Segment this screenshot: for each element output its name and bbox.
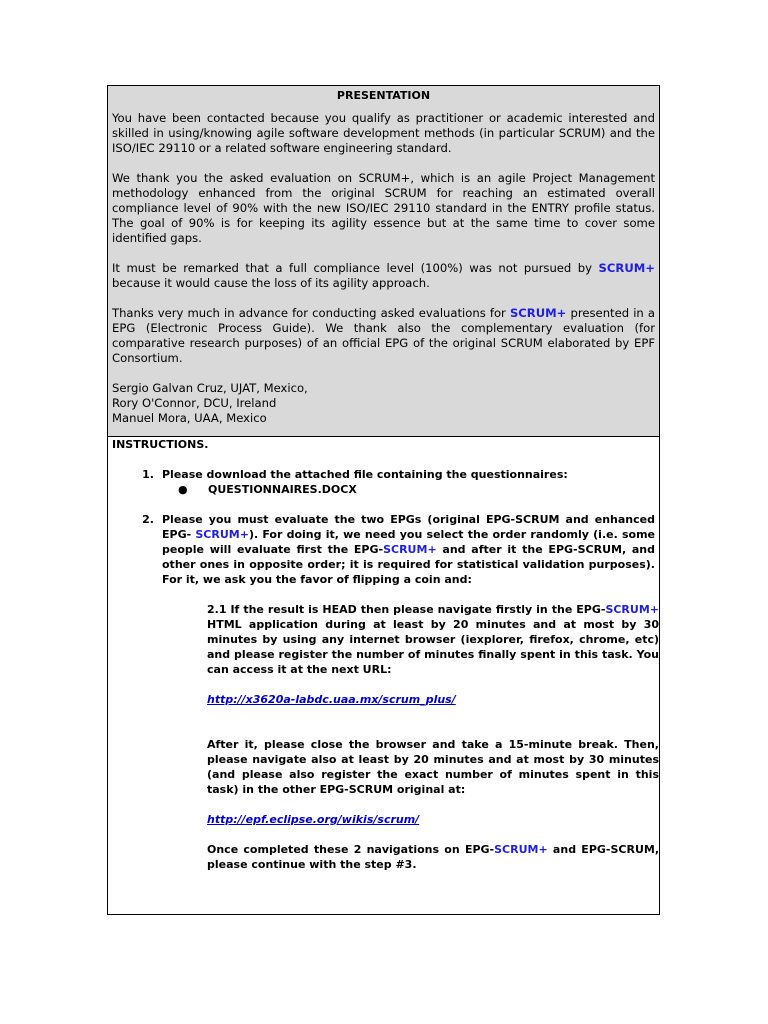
step-1-text: Please download the attached file containing the questionnaires:	[162, 468, 568, 481]
completion-text	[207, 842, 659, 872]
scrum-plus-highlight: SCRUM+	[605, 603, 659, 616]
substep-text-b: HTML application during at least by 20 minutes and at most by 30 minutes by using any internet browser (iexplorer, firefox, chrome, etc) and please register the number of minutes finally spent in this task. You can access it at the next URL:	[207, 618, 659, 676]
thanks-paragraph: We thank you the asked evaluation on SCRUM+, which is an agile Project Management methodology enhanced from the original SCRUM for reaching an estimated overall compliance level of 90% with the new ISO/IEC 29110 standard in the ENTRY profile status. The goal of 90% is for keeping its agility essence but at the same time to cover some identified gaps.	[112, 171, 655, 245]
compliance-text-b: because it would cause the loss of its agility approach.	[112, 276, 430, 290]
scrum-original-url-link[interactable]: http://epf.eclipse.org/wikis/scrum/	[207, 813, 420, 826]
step-number: 1.	[142, 468, 154, 481]
completion-text-b: and EPG-SCRUM, please continue with the step #3.	[207, 843, 660, 871]
spacer	[207, 722, 659, 737]
scrum-plus-url-link[interactable]: http://x3620a-labdc.uaa.mx/scrum_plus/	[207, 693, 456, 706]
step-2	[112, 512, 655, 587]
signature-line: Manuel Mora, UAA, Mexico	[112, 411, 267, 425]
url-paragraph	[207, 812, 659, 827]
scrum-plus-highlight: SCRUM+	[494, 843, 548, 856]
step-2-1-block	[207, 602, 659, 872]
step-2-text-b: ). For doing it, we need you select the order randomly (i.e. some people will evaluate first the EPG-	[162, 528, 655, 556]
substep-text-a: 2.1 If the result is HEAD then please navigate firstly in the EPG-	[207, 603, 606, 616]
url-paragraph	[207, 692, 659, 707]
scrum-plus-highlight: SCRUM+	[509, 306, 567, 320]
signature-line: Sergio Galvan Cruz, UJAT, Mexico,	[112, 381, 308, 395]
bullet-icon: ●	[178, 483, 188, 496]
instructions-title: INSTRUCTIONS.	[112, 438, 209, 451]
step-1	[112, 467, 655, 482]
after-break-text: After it, please close the browser and take a 15-minute break. Then, please navigate also at least by 20 minutes and at most by 30 minutes (and please also register the exact number of minutes spent in this task) in the other EPG-SCRUM original at:	[207, 738, 659, 796]
presentation-section	[108, 86, 659, 436]
step-number: 2.	[142, 513, 154, 526]
signature-block	[112, 381, 655, 426]
scrum-plus-highlight: SCRUM+	[383, 543, 437, 556]
step-2-text	[162, 512, 655, 587]
advance-text-b: presented in a EPG (Electronic Process Guide). We thank also the complementary evaluation (for comparative research purposes) of an official EPG of the original SCRUM elaborated by EPF Consortium.	[112, 306, 655, 365]
intro-paragraph: You have been contacted because you qualify as practitioner or academic interested and skilled in using/knowing agile software development methods (in particular SCRUM) and the ISO/IEC 29110 or a related software engineering standard.	[112, 111, 655, 155]
attachment-list-item	[178, 482, 655, 497]
scrum-plus-highlight: SCRUM+	[598, 261, 655, 275]
scrum-plus-highlight: SCRUM+	[195, 528, 249, 541]
attachment-filename: QUESTIONNAIRES.DOCX	[208, 483, 357, 496]
advance-thanks-paragraph	[112, 306, 655, 366]
step-2-text-c: and after it the EPG-SCRUM, and other ones in opposite order; it is required for statistical validation purposes). For it, we ask you the favor of flipping a coin and:	[162, 543, 655, 586]
completion-text-a: Once completed these 2 navigations on EPG-	[207, 843, 495, 856]
document-table	[107, 85, 660, 915]
presentation-title: PRESENTATION	[336, 89, 431, 102]
substep-2-1-text	[207, 602, 659, 677]
compliance-paragraph	[112, 261, 655, 291]
compliance-text-a: It must be remarked that a full compliance level (100%) was not pursued by	[112, 261, 599, 275]
signature-line: Rory O'Connor, DCU, Ireland	[112, 396, 277, 410]
step-2-text-a: Please you must evaluate the two EPGs (original EPG-SCRUM and enhanced EPG-	[162, 513, 655, 541]
instructions-section	[108, 436, 659, 914]
advance-text-a: Thanks very much in advance for conducting asked evaluations for	[112, 306, 510, 320]
